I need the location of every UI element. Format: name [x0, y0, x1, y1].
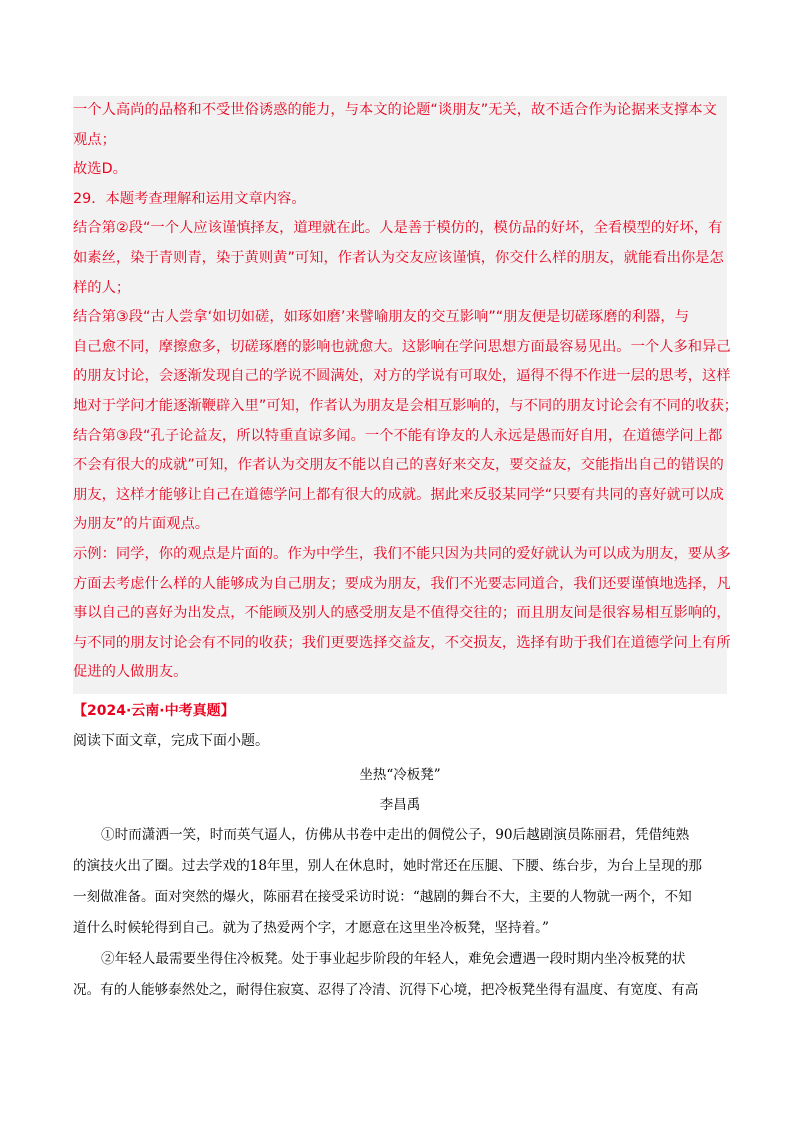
answer-line: 结合第②段“一个人应该谨慎择友，道理就在此。人是善于模仿的，模仿品的好坏，全看模型的好坏，有: [73, 220, 723, 237]
question-29-heading: 29．本题考查理解和运用文章内容。: [73, 190, 306, 207]
answer-line: 一个人高尚的品格和不受世俗诱惑的能力，与本文的论题“谈朋友”无关，故不适合作为论据来支撑本文: [73, 102, 717, 118]
article-body: [73, 820, 727, 1006]
document-page: [73, 96, 739, 1006]
answer-line: 结合第③段“孔子论益友，所以特重直谅多闻。一个不能有诤友的人永远是愚而好自用，在道德学问上都: [73, 427, 723, 444]
answer-line: 结合第③段“古人尝拿‘如切如磋，如琢如磨’来譬喻朋友的交互影响”“朋友便是切磋琢磨的利器，与: [73, 309, 689, 326]
article-line: 道什么时候轮得到自己。就为了热爱两个字，才愿意在这里坐冷板凳，坚持着。”: [73, 919, 549, 936]
article-author: 李昌禹: [379, 796, 421, 813]
answer-line: 的朋友讨论，会逐渐发现自己的学说不圆满处，对方的学说有可取处，逼得不得不作进一层的思考，这样: [73, 368, 731, 385]
reading-instruction: 阅读下面文章，完成下面小题。: [73, 732, 269, 749]
answer-line: 样的人；: [73, 279, 131, 296]
article-line: 的演技火出了圈。过去学戏的18年里，别人在休息时，她时常还在压腿、下腰、练台步，为台上呈现的那: [73, 857, 703, 874]
answer-line: 与不同的朋友讨论会有不同的收获；我们更要选择交益友，不交损友，选择有助于我们在道德学问上有所: [73, 634, 731, 651]
article-line: ②年轻人最需要坐得住冷板凳。处于事业起步阶段的年轻人，难免会遭遇一段时期内坐冷板凳的状: [101, 950, 686, 967]
source-tag: 【2024·云南·中考真题】: [73, 702, 235, 719]
answer-line: 如素丝，染于青则青，染于黄则黄”可知，作者认为交友应该谨慎，你交什么样的朋友，就能看出你是怎: [73, 249, 724, 266]
answer-line: 自己愈不同，摩擦愈多，切磋琢磨的影响也就愈大。这影响在学问思想方面最容易见出。一个人多和异己: [73, 338, 731, 355]
answer-explanation-box: [73, 96, 739, 694]
article-line: 一刻做准备。面对突然的爆火，陈丽君在接受采访时说：“越剧的舞台不大，主要的人物就一两个，不知: [73, 888, 692, 905]
answer-line: 故选D。: [73, 161, 127, 178]
answer-line: 朋友，这样才能够让自己在道德学问上都有很大的成就。据此来反驳某同学“只要有共同的喜好就可以成: [73, 486, 724, 503]
article-line: ①时而潇洒一笑，时而英气逼人，仿佛从书卷中走出的倜傥公子，90后越剧演员陈丽君，凭借纯熟: [101, 826, 690, 843]
article-line: 况。有的人能够泰然处之，耐得住寂寞、忍得了冷清、沉得下心境，把冷板凳坐得有温度、有宽度、有高: [73, 981, 699, 998]
answer-line: 不会有很大的成就”可知，作者认为交朋友不能以自己的喜好来交友，要交益友，交能指出自己的错误的: [73, 457, 724, 474]
answer-line: 观点；: [73, 131, 116, 148]
answer-line: 示例：同学，你的观点是片面的。作为中学生，我们不能只因为共同的爱好就认为可以成为朋友，要从多: [73, 545, 731, 562]
answer-line: 地对于学问才能逐渐鞭辟入里”可知，作者认为朋友是会相互影响的，与不同的朋友讨论会有不同的收获；: [73, 397, 739, 414]
answer-line: 为朋友”的片面观点。: [73, 516, 210, 533]
article-title: 坐热“冷板凳”: [359, 766, 441, 783]
answer-line: 方面去考虑什么样的人能够成为自己朋友；要成为朋友，我们不光要志同道合，我们还要谨慎地选择，凡: [73, 575, 731, 592]
answer-line: 事以自己的喜好为出发点，不能顾及别人的感受朋友是不值得交往的；而且朋友间是很容易相互影响的，: [73, 605, 731, 622]
answer-line: 促进的人做朋友。: [73, 664, 188, 681]
